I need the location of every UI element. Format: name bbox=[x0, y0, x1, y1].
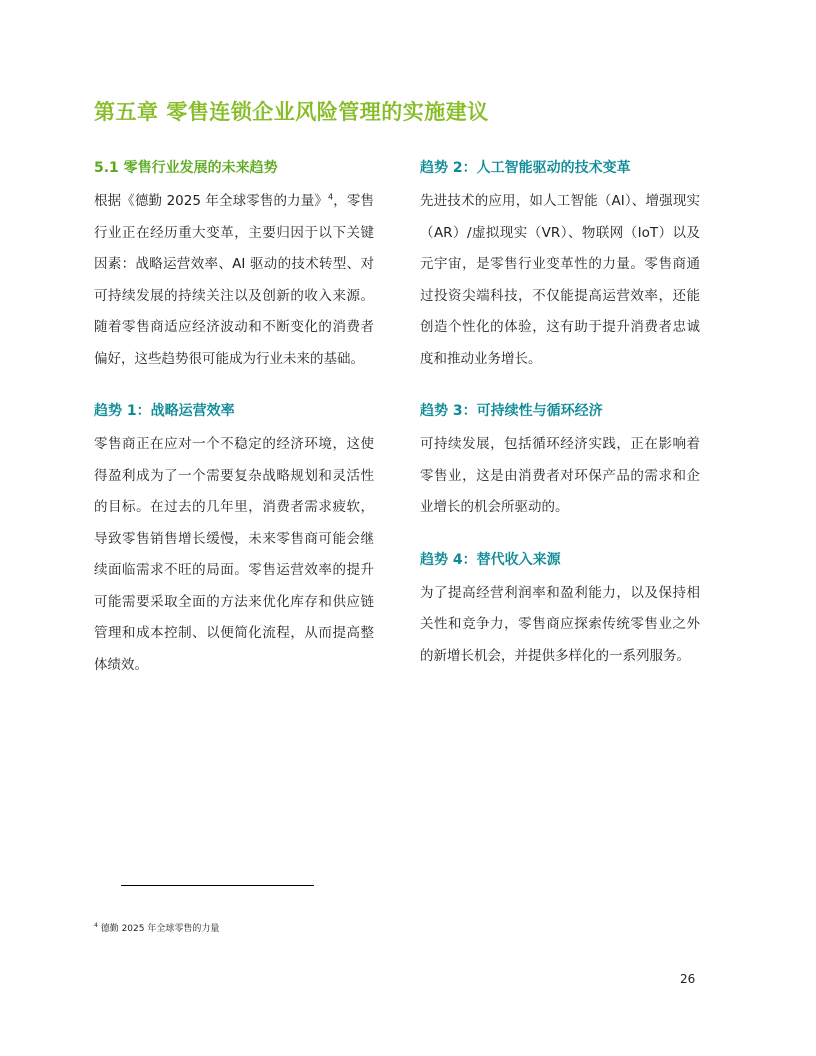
trend-4-heading: 趋势 4：替代收入来源 bbox=[420, 551, 561, 568]
trend-1-body: 零售商正在应对一个不稳定的经济环境，这使得盈利成为了一个需要复杂战略规划和灵活性的目标。在过去的几年里，消费者需求疲软，导致零售销售增长缓慢，未来零售商可能会继续面临需求不旺的局面。零售运营效率的提升可能需要采取全面的方法来优化库存和供应链管理和成本控制、以便简化流程，从而提高整体绩效。 bbox=[94, 436, 374, 673]
para-text-a: 根据《德勤 2025 年全球零售的力量》 bbox=[94, 193, 329, 209]
section-heading-5-1: 5.1 零售行业发展的未来趋势 bbox=[94, 160, 278, 176]
footnote-divider bbox=[121, 885, 314, 886]
footnote bbox=[94, 921, 219, 934]
page-number: 26 bbox=[680, 972, 696, 986]
left-column bbox=[94, 154, 374, 681]
para-text-b: ，零售行业正在经历重大变革，主要归因于以下关键因素：战略运营效率、AI 驱动的技术转型、对可持续发展的持续关注以及创新的收入来源。随着零售商适应经济波动和不断变化的消费者偏好，这些趋势很可能成为行业未来的基础。 bbox=[94, 193, 374, 367]
trend-2-body: 先进技术的应用，如人工智能（AI）、增强现实（AR）/虚拟现实（VR）、物联网（IoT）以及元宇宙，是零售行业变革性的力量。零售商通过投资尖端科技，不仅能提高运营效率，还能创造个性化的体验，这有助于提升消费者忠诚度和推动业务增长。 bbox=[420, 193, 700, 367]
section-5-1-paragraph bbox=[94, 186, 374, 375]
chapter-title: 第五章 零售连锁企业风险管理的实施建议 bbox=[94, 100, 489, 124]
trend-4-body: 为了提高经营利润率和盈利能力，以及保持相关性和竞争力，零售商应探索传统零售业之外的新增长机会，并提供多样化的一系列服务。 bbox=[420, 584, 700, 664]
trend-3-body: 可持续发展，包括循环经济实践，正在影响着零售业，这是由消费者对环保产品的需求和企业增长的机会所驱动的。 bbox=[420, 436, 700, 515]
footnote-text: 德勤 2025 年全球零售的力量 bbox=[100, 924, 220, 934]
right-column bbox=[420, 154, 700, 672]
footnote-number: 4 bbox=[94, 922, 98, 929]
trend-1-heading: 趋势 1：战略运营效率 bbox=[94, 403, 235, 419]
footnote-reference: 4 bbox=[328, 192, 334, 202]
trend-3-heading: 趋势 3：可持续性与循环经济 bbox=[420, 403, 603, 419]
trend-2-heading: 趋势 2：人工智能驱动的技术变革 bbox=[420, 160, 631, 176]
